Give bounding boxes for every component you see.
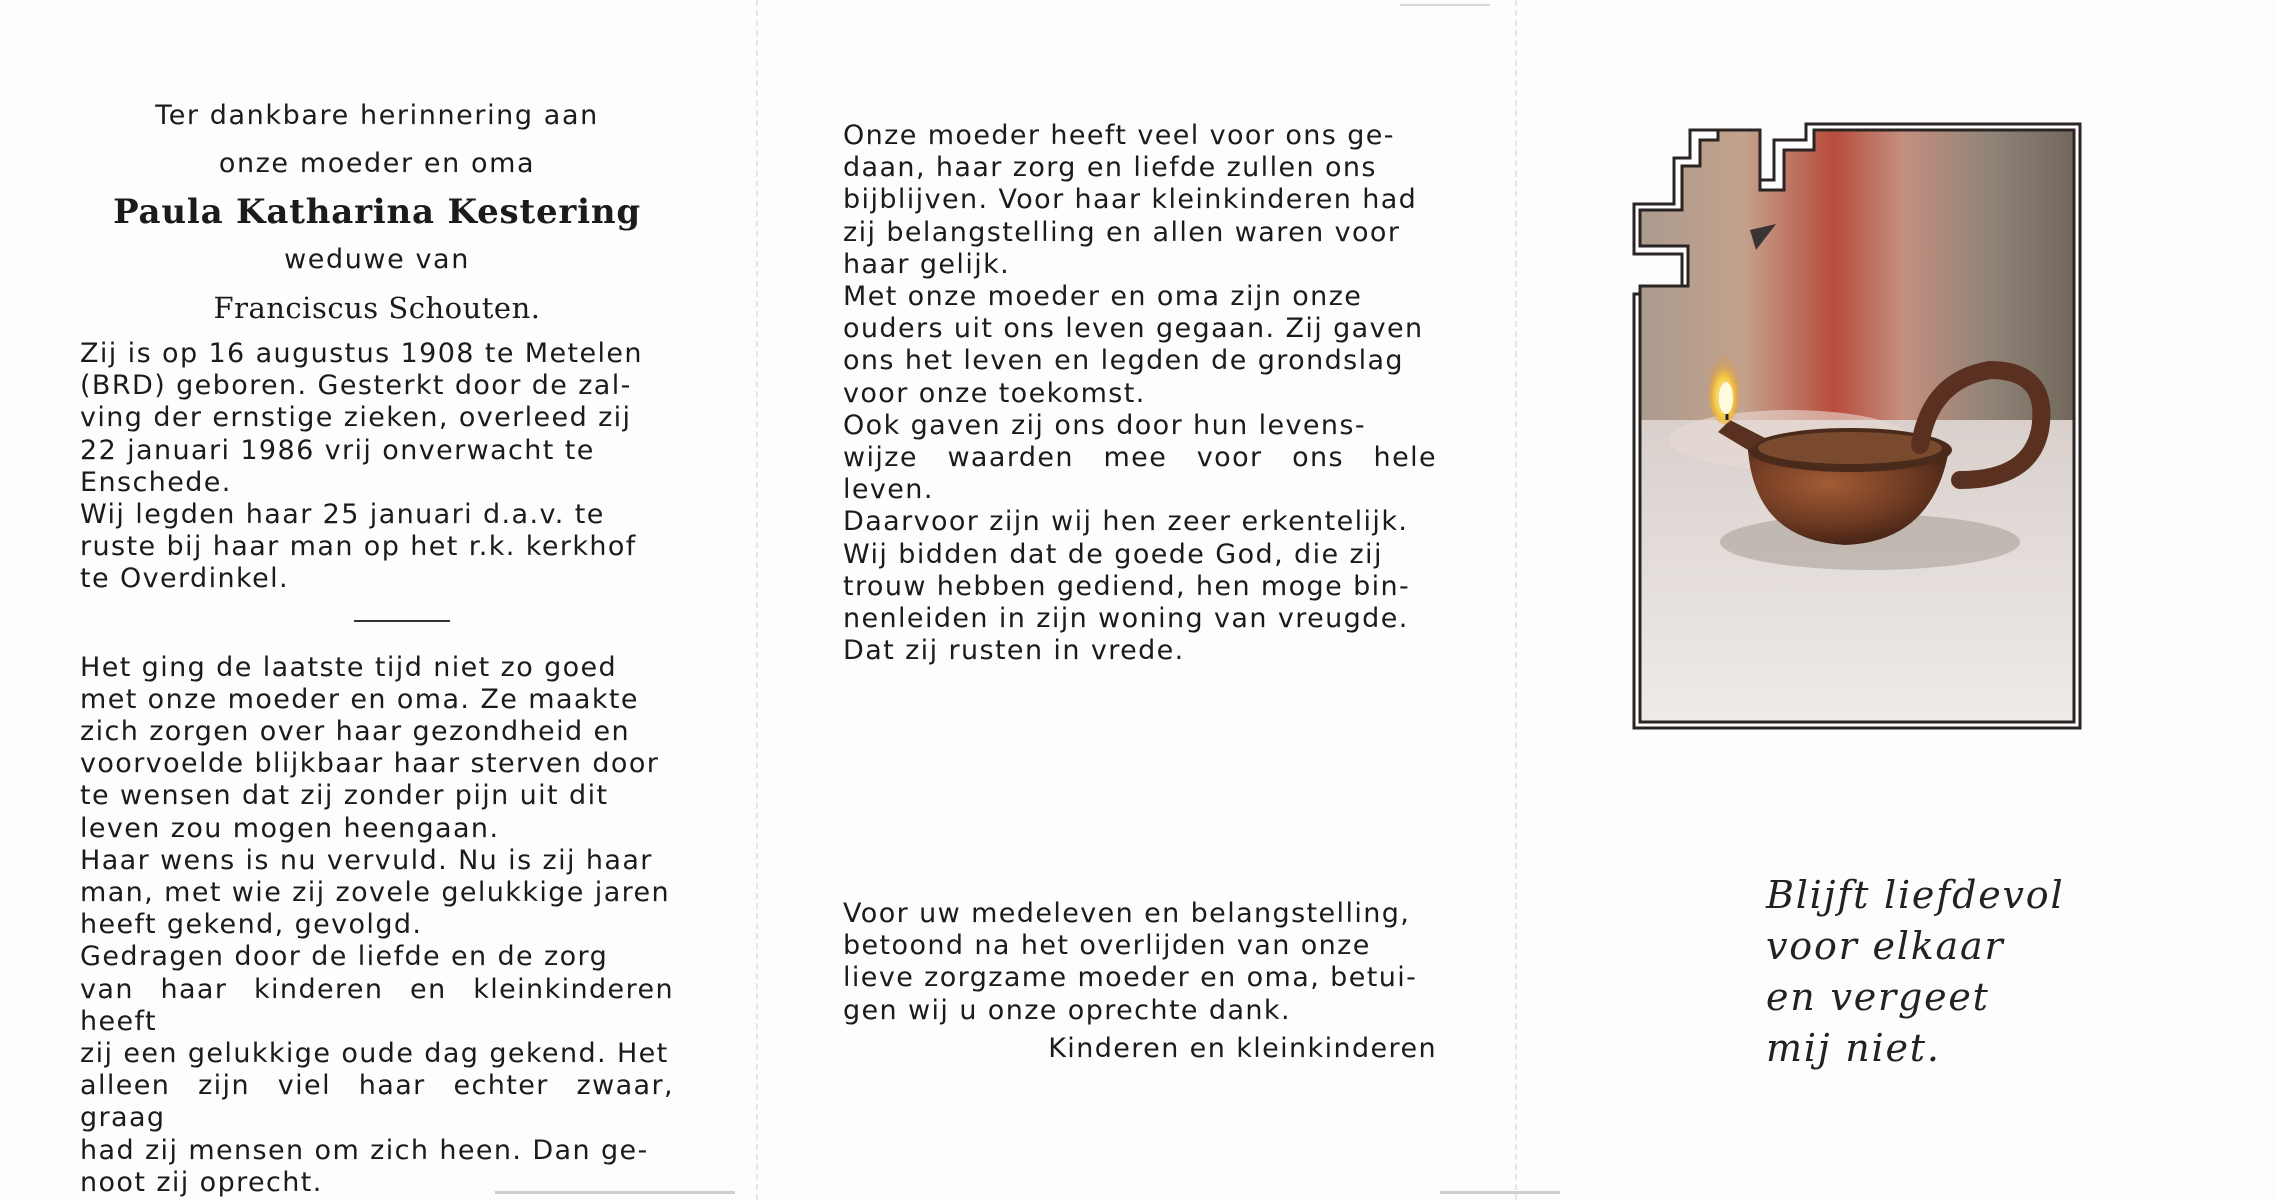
thanks-paragraph (843, 898, 1437, 1027)
text-line: Dat zij rusten in vrede. (843, 635, 1185, 667)
spouse-name: Franciscus Schouten. (213, 291, 541, 325)
text-line: had zij mensen om zich heen. Dan ge- (80, 1134, 649, 1166)
middle-panel (843, 120, 1437, 667)
text-line: trouw hebben gediend, hen moge bin- (843, 570, 1411, 602)
text-line: Haar wens is nu vervuld. Nu is zij haar (80, 844, 653, 876)
text-line: ruste bij haar man op het r.k. kerkhof (80, 531, 637, 563)
text-line: alleen zijn viel haar echter zwaar, graag (80, 1070, 674, 1134)
remembrance-paragraph (80, 652, 674, 1199)
header-line: onze moeder en oma (218, 148, 536, 179)
text-line: zij een gelukkige oude dag gekend. Het (80, 1038, 669, 1070)
text-line: wijze waarden mee voor ons hele leven. (843, 442, 1437, 506)
biography-paragraph (80, 338, 674, 596)
poem-line: Blijft liefdevol (1766, 873, 2065, 917)
text-line: Wij bidden dat de goede God, die zij (843, 538, 1383, 570)
text-line: van haar kinderen en kleinkinderen heeft (80, 973, 674, 1037)
text-line: (BRD) geboren. Gesterkt door de zal- (80, 370, 632, 402)
text-line: Voor uw medeleven en belangstelling, (843, 898, 1411, 929)
poem-line: mij niet. (1766, 1026, 1941, 1070)
text-line: heeft gekend, gevolgd. (80, 909, 423, 941)
oil-lamp-photo (1630, 120, 2084, 732)
text-line: haar gelijk. (843, 248, 1011, 280)
text-line: gen wij u onze oprechte dank. (843, 994, 1291, 1026)
thanks-section (843, 898, 1437, 1067)
poem-line: voor elkaar (1766, 924, 2005, 968)
text-line: voor onze toekomst. (843, 377, 1146, 409)
text-line: Wij legden haar 25 januari d.a.v. te (80, 499, 605, 531)
text-line: Daarvoor zijn wij hen zeer erkentelijk. (843, 506, 1409, 538)
text-line: voorvoelde blijkbaar haar sterven door (80, 748, 660, 780)
divider (354, 620, 450, 622)
tribute-paragraph (843, 120, 1437, 667)
text-line: Enschede. (80, 466, 232, 498)
text-line: noot zij oprecht. (80, 1166, 323, 1198)
edge-mark (1440, 1191, 1560, 1194)
text-line: betoond na het overlijden van onze (843, 930, 1371, 962)
poem (1766, 870, 2146, 1074)
text-line: Ook gaven zij ons door hun levens- (843, 409, 1367, 441)
text-line: ons het leven en legden de grondslag (843, 345, 1404, 377)
text-line: lieve zorgzame moeder en oma, betui- (843, 962, 1418, 994)
fold-line-left (756, 0, 758, 1200)
text-line: zich zorgen over haar gezondheid en (80, 716, 631, 748)
text-line: Het ging de laatste tijd niet zo goed (80, 651, 618, 683)
text-line: bijblijven. Voor haar kleinkinderen had (843, 184, 1418, 216)
text-line: nenleiden in zijn woning van vreugde. (843, 603, 1409, 635)
text-line: te Overdinkel. (80, 563, 289, 595)
left-panel (80, 92, 674, 1199)
poem-line: en vergeet (1766, 975, 1990, 1019)
text-line: leven zou mogen heengaan. (80, 812, 500, 844)
text-line: Onze moeder heeft veel voor ons ge- (843, 120, 1395, 151)
text-line: 22 januari 1986 vrij onverwacht te (80, 434, 595, 466)
signature: Kinderen en kleinkinderen (1048, 1032, 1437, 1064)
text-line: te wensen dat zij zonder pijn uit dit (80, 780, 609, 812)
text-line: ving der ernstige zieken, overleed zij (80, 402, 632, 434)
text-line: Zij is op 16 augustus 1908 te Metelen (80, 338, 643, 369)
text-line: daan, haar zorg en liefde zullen ons (843, 152, 1377, 184)
edge-mark (1400, 4, 1490, 6)
text-line: Gedragen door de liefde en de zorg (80, 941, 609, 973)
text-line: met onze moeder en oma. Ze maakte (80, 683, 639, 715)
text-line: Met onze moeder en oma zijn onze (843, 281, 1363, 313)
header-line: weduwe van (284, 244, 470, 275)
text-line: ouders uit ons leven gegaan. Zij gaven (843, 313, 1424, 345)
header-line: Ter dankbare herinnering aan (155, 100, 599, 131)
fold-line-right (1515, 0, 1517, 1200)
text-line: zij belangstelling en allen waren voor (843, 216, 1401, 248)
deceased-name: Paula Katharina Kestering (113, 192, 641, 232)
text-line: man, met wie zij zovele gelukkige jaren (80, 877, 671, 909)
